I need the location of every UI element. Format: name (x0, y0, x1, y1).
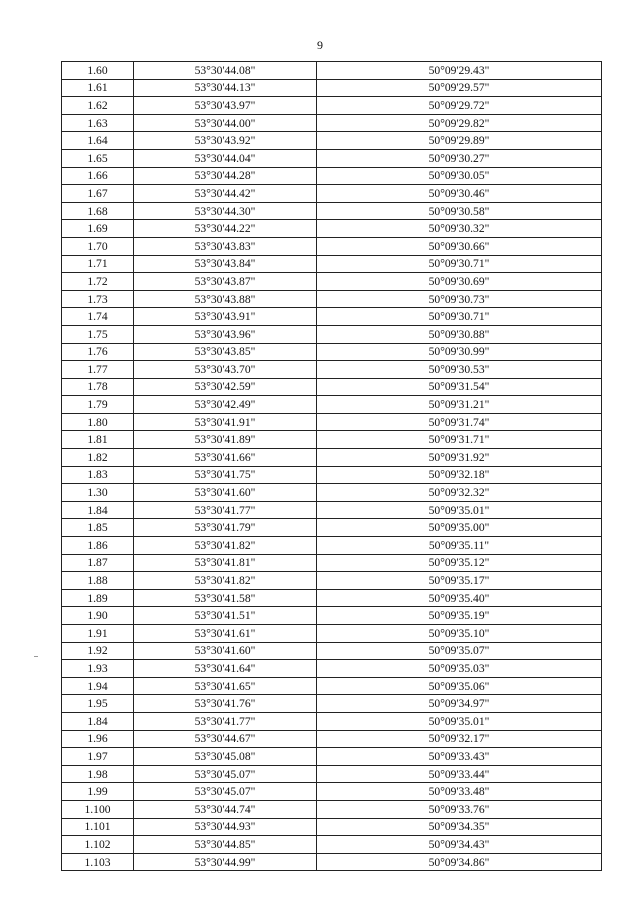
latitude-cell: 53°30'41.60" (134, 642, 317, 660)
latitude-cell: 53°30'43.85" (134, 343, 317, 361)
point-number-cell: 1.64 (62, 132, 134, 150)
table-row (62, 308, 602, 326)
latitude-cell: 53°30'45.08" (134, 748, 317, 766)
longitude-cell: 50°09'34.35" (317, 818, 602, 836)
table-row (62, 114, 602, 132)
table-row (62, 642, 602, 660)
table-row (62, 836, 602, 854)
point-number-cell: 1.61 (62, 79, 134, 97)
table-row (62, 97, 602, 115)
point-number-cell: 1.101 (62, 818, 134, 836)
table-row (62, 220, 602, 238)
longitude-cell: 50°09'33.43" (317, 748, 602, 766)
point-number-cell: 1.83 (62, 466, 134, 484)
table-row (62, 625, 602, 643)
latitude-cell: 53°30'41.91" (134, 413, 317, 431)
longitude-cell: 50°09'30.71" (317, 255, 602, 273)
latitude-cell: 53°30'41.61" (134, 625, 317, 643)
point-number-cell: 1.89 (62, 589, 134, 607)
latitude-cell: 53°30'41.81" (134, 554, 317, 572)
latitude-cell: 53°30'41.65" (134, 677, 317, 695)
longitude-cell: 50°09'30.58" (317, 202, 602, 220)
coordinates-table-body (62, 62, 602, 871)
table-row (62, 783, 602, 801)
latitude-cell: 53°30'43.97" (134, 97, 317, 115)
table-row (62, 730, 602, 748)
longitude-cell: 50°09'33.48" (317, 783, 602, 801)
longitude-cell: 50°09'33.44" (317, 765, 602, 783)
latitude-cell: 53°30'41.82" (134, 537, 317, 555)
latitude-cell: 53°30'44.04" (134, 149, 317, 167)
table-row (62, 343, 602, 361)
longitude-cell: 50°09'32.17" (317, 730, 602, 748)
point-number-cell: 1.63 (62, 114, 134, 132)
latitude-cell: 53°30'41.75" (134, 466, 317, 484)
latitude-cell: 53°30'45.07" (134, 765, 317, 783)
longitude-cell: 50°09'30.69" (317, 273, 602, 291)
latitude-cell: 53°30'44.85" (134, 836, 317, 854)
latitude-cell: 53°30'41.58" (134, 589, 317, 607)
table-row (62, 519, 602, 537)
point-number-cell: 1.75 (62, 325, 134, 343)
longitude-cell: 50°09'35.00" (317, 519, 602, 537)
latitude-cell: 53°30'44.99" (134, 853, 317, 871)
longitude-cell: 50°09'35.17" (317, 572, 602, 590)
longitude-cell: 50°09'30.05" (317, 167, 602, 185)
point-number-cell: 1.69 (62, 220, 134, 238)
table-row (62, 132, 602, 150)
point-number-cell: 1.60 (62, 62, 134, 80)
longitude-cell: 50°09'29.82" (317, 114, 602, 132)
latitude-cell: 53°30'45.07" (134, 783, 317, 801)
point-number-cell: 1.72 (62, 273, 134, 291)
table-row (62, 378, 602, 396)
longitude-cell: 50°09'35.12" (317, 554, 602, 572)
table-row (62, 273, 602, 291)
longitude-cell: 50°09'30.27" (317, 149, 602, 167)
latitude-cell: 53°30'44.93" (134, 818, 317, 836)
table-row (62, 396, 602, 414)
latitude-cell: 53°30'44.67" (134, 730, 317, 748)
longitude-cell: 50°09'30.66" (317, 237, 602, 255)
scan-speck (34, 656, 38, 657)
table-row (62, 466, 602, 484)
table-row (62, 853, 602, 871)
longitude-cell: 50°09'31.74" (317, 413, 602, 431)
point-number-cell: 1.77 (62, 361, 134, 379)
point-number-cell: 1.68 (62, 202, 134, 220)
table-row (62, 800, 602, 818)
longitude-cell: 50°09'35.01" (317, 501, 602, 519)
latitude-cell: 53°30'43.83" (134, 237, 317, 255)
longitude-cell: 50°09'34.43" (317, 836, 602, 854)
coordinates-table (61, 61, 602, 871)
point-number-cell: 1.86 (62, 537, 134, 555)
longitude-cell: 50°09'32.18" (317, 466, 602, 484)
table-row (62, 149, 602, 167)
longitude-cell: 50°09'30.71" (317, 308, 602, 326)
table-row (62, 660, 602, 678)
table-row (62, 361, 602, 379)
longitude-cell: 50°09'35.03" (317, 660, 602, 678)
point-number-cell: 1.94 (62, 677, 134, 695)
latitude-cell: 53°30'44.42" (134, 185, 317, 203)
longitude-cell: 50°09'31.71" (317, 431, 602, 449)
point-number-cell: 1.82 (62, 449, 134, 467)
longitude-cell: 50°09'31.92" (317, 449, 602, 467)
latitude-cell: 53°30'44.08" (134, 62, 317, 80)
table-row (62, 413, 602, 431)
latitude-cell: 53°30'41.79" (134, 519, 317, 537)
latitude-cell: 53°30'41.89" (134, 431, 317, 449)
longitude-cell: 50°09'30.32" (317, 220, 602, 238)
table-row (62, 255, 602, 273)
point-number-cell: 1.100 (62, 800, 134, 818)
table-row (62, 677, 602, 695)
longitude-cell: 50°09'35.01" (317, 712, 602, 730)
longitude-cell: 50°09'30.99" (317, 343, 602, 361)
longitude-cell: 50°09'35.10" (317, 625, 602, 643)
table-row (62, 325, 602, 343)
point-number-cell: 1.76 (62, 343, 134, 361)
point-number-cell: 1.87 (62, 554, 134, 572)
table-row (62, 765, 602, 783)
point-number-cell: 1.103 (62, 853, 134, 871)
longitude-cell: 50°09'34.86" (317, 853, 602, 871)
latitude-cell: 53°30'41.66" (134, 449, 317, 467)
longitude-cell: 50°09'30.46" (317, 185, 602, 203)
point-number-cell: 1.66 (62, 167, 134, 185)
table-row (62, 748, 602, 766)
table-row (62, 167, 602, 185)
point-number-cell: 1.62 (62, 97, 134, 115)
latitude-cell: 53°30'43.84" (134, 255, 317, 273)
point-number-cell: 1.65 (62, 149, 134, 167)
table-row (62, 290, 602, 308)
latitude-cell: 53°30'43.96" (134, 325, 317, 343)
point-number-cell: 1.67 (62, 185, 134, 203)
table-row (62, 589, 602, 607)
latitude-cell: 53°30'41.82" (134, 572, 317, 590)
table-row (62, 607, 602, 625)
latitude-cell: 53°30'43.70" (134, 361, 317, 379)
longitude-cell: 50°09'29.72" (317, 97, 602, 115)
table-row (62, 79, 602, 97)
latitude-cell: 53°30'41.64" (134, 660, 317, 678)
point-number-cell: 1.102 (62, 836, 134, 854)
table-row (62, 202, 602, 220)
longitude-cell: 50°09'35.06" (317, 677, 602, 695)
point-number-cell: 1.74 (62, 308, 134, 326)
latitude-cell: 53°30'41.76" (134, 695, 317, 713)
point-number-cell: 1.78 (62, 378, 134, 396)
point-number-cell: 1.79 (62, 396, 134, 414)
point-number-cell: 1.81 (62, 431, 134, 449)
latitude-cell: 53°30'44.30" (134, 202, 317, 220)
table-row (62, 449, 602, 467)
longitude-cell: 50°09'29.43" (317, 62, 602, 80)
table-row (62, 572, 602, 590)
longitude-cell: 50°09'31.21" (317, 396, 602, 414)
point-number-cell: 1.93 (62, 660, 134, 678)
longitude-cell: 50°09'33.76" (317, 800, 602, 818)
point-number-cell: 1.92 (62, 642, 134, 660)
point-number-cell: 1.90 (62, 607, 134, 625)
point-number-cell: 1.99 (62, 783, 134, 801)
table-row (62, 537, 602, 555)
longitude-cell: 50°09'30.53" (317, 361, 602, 379)
table-row (62, 62, 602, 80)
table-row (62, 554, 602, 572)
latitude-cell: 53°30'41.51" (134, 607, 317, 625)
longitude-cell: 50°09'35.40" (317, 589, 602, 607)
longitude-cell: 50°09'34.97" (317, 695, 602, 713)
latitude-cell: 53°30'44.00" (134, 114, 317, 132)
latitude-cell: 53°30'44.22" (134, 220, 317, 238)
table-row (62, 712, 602, 730)
point-number-cell: 1.98 (62, 765, 134, 783)
point-number-cell: 1.71 (62, 255, 134, 273)
longitude-cell: 50°09'30.88" (317, 325, 602, 343)
point-number-cell: 1.70 (62, 237, 134, 255)
latitude-cell: 53°30'41.77" (134, 712, 317, 730)
longitude-cell: 50°09'30.73" (317, 290, 602, 308)
latitude-cell: 53°30'43.92" (134, 132, 317, 150)
point-number-cell: 1.91 (62, 625, 134, 643)
point-number-cell: 1.96 (62, 730, 134, 748)
table-row (62, 501, 602, 519)
page-number: 9 (317, 38, 323, 52)
longitude-cell: 50°09'35.07" (317, 642, 602, 660)
point-number-cell: 1.84 (62, 712, 134, 730)
point-number-cell: 1.85 (62, 519, 134, 537)
latitude-cell: 53°30'41.60" (134, 484, 317, 502)
latitude-cell: 53°30'44.74" (134, 800, 317, 818)
table-row (62, 431, 602, 449)
longitude-cell: 50°09'29.89" (317, 132, 602, 150)
table-row (62, 237, 602, 255)
table-row (62, 695, 602, 713)
longitude-cell: 50°09'35.19" (317, 607, 602, 625)
latitude-cell: 53°30'43.88" (134, 290, 317, 308)
latitude-cell: 53°30'44.13" (134, 79, 317, 97)
longitude-cell: 50°09'35.11" (317, 537, 602, 555)
point-number-cell: 1.73 (62, 290, 134, 308)
longitude-cell: 50°09'32.32" (317, 484, 602, 502)
longitude-cell: 50°09'29.57" (317, 79, 602, 97)
point-number-cell: 1.97 (62, 748, 134, 766)
latitude-cell: 53°30'44.28" (134, 167, 317, 185)
table-row (62, 818, 602, 836)
point-number-cell: 1.80 (62, 413, 134, 431)
latitude-cell: 53°30'42.59" (134, 378, 317, 396)
point-number-cell: 1.84 (62, 501, 134, 519)
table-row (62, 484, 602, 502)
latitude-cell: 53°30'41.77" (134, 501, 317, 519)
point-number-cell: 1.95 (62, 695, 134, 713)
point-number-cell: 1.88 (62, 572, 134, 590)
latitude-cell: 53°30'43.87" (134, 273, 317, 291)
latitude-cell: 53°30'42.49" (134, 396, 317, 414)
longitude-cell: 50°09'31.54" (317, 378, 602, 396)
table-row (62, 185, 602, 203)
latitude-cell: 53°30'43.91" (134, 308, 317, 326)
point-number-cell: 1.30 (62, 484, 134, 502)
